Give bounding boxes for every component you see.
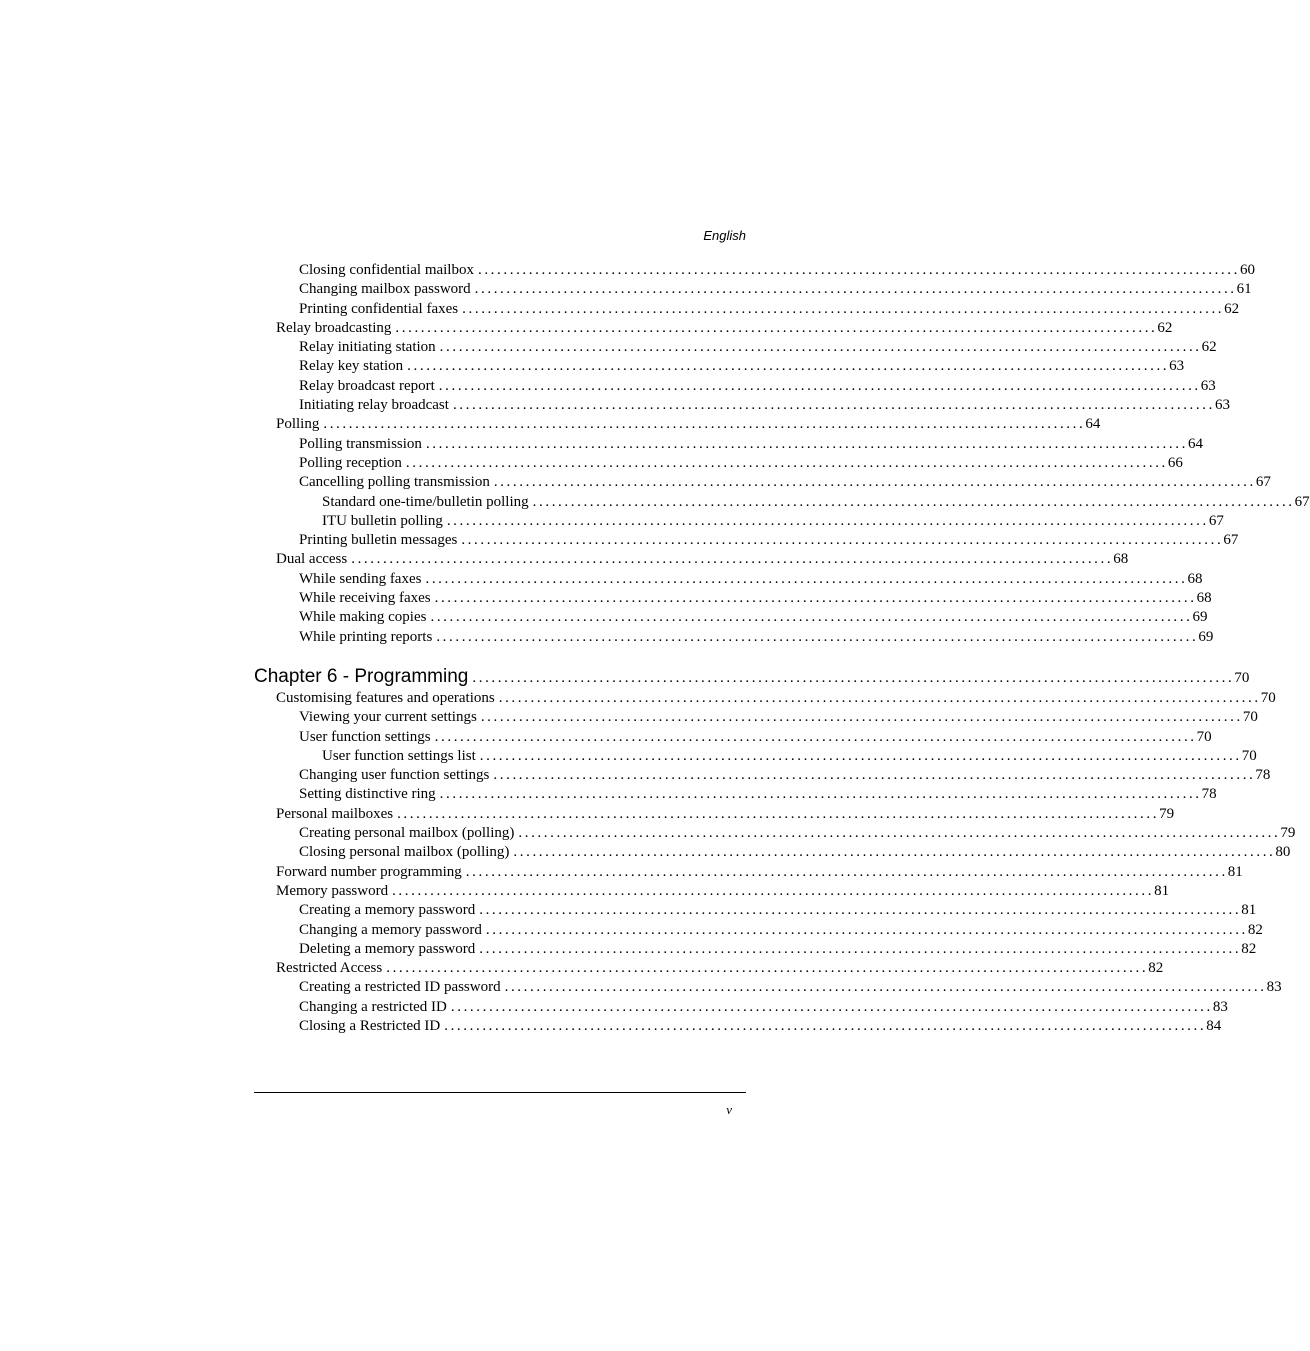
toc-entry[interactable] xyxy=(254,901,1257,920)
toc-entry[interactable] xyxy=(254,628,1214,647)
toc-chapter-title: Chapter 6 - Programming xyxy=(254,666,469,687)
toc-entry-page: 83 xyxy=(1212,998,1228,1015)
toc-entry-page: 61 xyxy=(1236,281,1252,298)
toc-entry-page: 82 xyxy=(1247,921,1263,938)
toc-chapter-heading[interactable] xyxy=(254,664,1250,689)
toc-entry-page: 78 xyxy=(1255,767,1271,784)
toc-entry[interactable] xyxy=(254,261,1255,280)
toc-entry-page: 64 xyxy=(1085,416,1101,433)
toc-entry-page: 79 xyxy=(1280,825,1296,842)
toc-leader-dots: ........................................................................................................................ xyxy=(392,882,1155,899)
toc-entry-title: Memory password xyxy=(276,882,389,899)
toc-entry-title: While sending faxes xyxy=(299,570,422,587)
toc-entry[interactable] xyxy=(254,338,1217,357)
toc-entry-title: Changing mailbox password xyxy=(299,281,471,298)
toc-entry-title: ITU bulletin polling xyxy=(322,512,443,529)
toc-entry-page: 63 xyxy=(1200,377,1216,394)
toc-leader-dots: ........................................................................................................................ xyxy=(479,940,1242,957)
toc-entry-title: Forward number programming xyxy=(276,863,462,880)
toc-entry-page: 80 xyxy=(1275,844,1291,861)
toc-entry[interactable] xyxy=(254,805,1175,824)
toc-leader-dots: ........................................................................................................................ xyxy=(532,493,1295,510)
toc-entry-title: While receiving faxes xyxy=(299,590,431,607)
toc-entry[interactable] xyxy=(254,550,1129,569)
toc-leader-dots: ........................................................................................................................ xyxy=(465,863,1228,880)
toc-leader-dots: ........................................................................................................................ xyxy=(504,979,1267,996)
toc-entry-title: Closing personal mailbox (polling) xyxy=(299,844,510,861)
toc-entry[interactable] xyxy=(254,921,1263,940)
toc-entry-page: 66 xyxy=(1167,454,1183,471)
toc-leader-dots: ........................................................................................................................ xyxy=(480,709,1243,726)
toc-entry-page: 70 xyxy=(1241,747,1257,764)
toc-entry-page: 67 xyxy=(1294,493,1310,510)
toc-entry-page: 63 xyxy=(1169,358,1185,375)
toc-entry-title: Creating a restricted ID password xyxy=(299,979,501,996)
toc-entry-page: 81 xyxy=(1154,882,1170,899)
toc-entry-page: 62 xyxy=(1201,339,1217,356)
toc-leader-dots: ........................................................................................................................ xyxy=(407,358,1170,375)
toc-leader-dots: ........................................................................................................................ xyxy=(405,454,1168,471)
toc-entry-title: Changing a restricted ID xyxy=(299,998,447,1015)
toc-entry-page: 68 xyxy=(1187,570,1203,587)
toc-entry-title: Creating personal mailbox (polling) xyxy=(299,825,515,842)
toc-leader-dots: ........................................................................................................................ xyxy=(513,844,1276,861)
toc-entry[interactable] xyxy=(254,863,1243,882)
toc-entry-title: User function settings xyxy=(299,728,431,745)
toc-entry[interactable] xyxy=(254,454,1183,473)
toc-entry-page: 79 xyxy=(1159,805,1175,822)
toc-leader-dots: ........................................................................................................................ xyxy=(395,319,1158,336)
toc-entry-page: 64 xyxy=(1187,435,1203,452)
toc-entry[interactable] xyxy=(254,319,1173,338)
toc-entry-title: Customising features and operations xyxy=(276,690,495,706)
toc-entry-title: Dual access xyxy=(276,551,348,568)
toc-leader-dots: ........................................................................................................................ xyxy=(450,998,1213,1015)
toc-entry-title: Cancelling polling transmission xyxy=(299,474,490,491)
toc-leader-dots: ........................................................................................................................ xyxy=(386,960,1149,977)
toc-list-part2 xyxy=(254,664,1296,1036)
toc-entry[interactable] xyxy=(254,747,1257,766)
toc-entry-page: 69 xyxy=(1198,628,1214,645)
toc-leader-dots: ........................................................................................................................ xyxy=(323,416,1086,433)
toc-entry-title: Closing a Restricted ID xyxy=(299,1018,441,1035)
toc-entry-page: 63 xyxy=(1214,397,1230,414)
toc-entry[interactable] xyxy=(254,959,1164,978)
toc-entry[interactable] xyxy=(254,415,1101,434)
footer-rule xyxy=(254,1092,746,1093)
toc-entry-title: Polling transmission xyxy=(299,435,422,452)
toc-entry[interactable] xyxy=(254,570,1203,589)
toc-entry[interactable] xyxy=(254,280,1252,299)
toc-entry-page: 62 xyxy=(1224,300,1240,317)
toc-leader-dots: ........................................................................................................................ xyxy=(351,551,1114,568)
toc-leader-dots: ........................................................................................................................ xyxy=(425,435,1188,452)
toc-entry[interactable] xyxy=(254,689,1276,708)
toc-entry-page: 60 xyxy=(1239,262,1255,278)
toc-leader-dots: ........................................................................................................................ xyxy=(472,670,1235,686)
toc-entry[interactable] xyxy=(254,377,1216,396)
toc-entry[interactable] xyxy=(254,940,1257,959)
toc-entry[interactable] xyxy=(254,728,1212,747)
toc-entry[interactable] xyxy=(254,357,1185,376)
toc-leader-dots: ........................................................................................................................ xyxy=(436,628,1199,645)
toc-entry-title: While printing reports xyxy=(299,628,433,645)
toc-leader-dots: ........................................................................................................................ xyxy=(430,609,1193,626)
toc-entry[interactable] xyxy=(254,396,1230,415)
toc-entry-page: 84 xyxy=(1206,1018,1222,1035)
toc-entry[interactable] xyxy=(254,708,1258,727)
toc-leader-dots: ........................................................................................................................ xyxy=(477,262,1240,278)
toc-entry[interactable] xyxy=(254,493,1310,512)
toc-entry-page: 69 xyxy=(1192,609,1208,626)
toc-leader-dots: ........................................................................................................................ xyxy=(397,805,1160,822)
toc-entry-title: Deleting a memory password xyxy=(299,940,476,957)
toc-leader-dots: ........................................................................................................................ xyxy=(479,747,1242,764)
toc-entry[interactable] xyxy=(254,785,1217,804)
toc-entry[interactable] xyxy=(254,531,1239,550)
toc-entry-title: Initiating relay broadcast xyxy=(299,397,449,414)
toc-leader-dots: ........................................................................................................................ xyxy=(474,281,1237,298)
toc-entry[interactable] xyxy=(254,882,1170,901)
toc-entry-title: Changing a memory password xyxy=(299,921,482,938)
toc-entry-title: Viewing your current settings xyxy=(299,709,477,726)
toc-entry-title: Restricted Access xyxy=(276,960,383,977)
toc-leader-dots: ........................................................................................................................ xyxy=(434,590,1197,607)
toc-entry-title: Polling xyxy=(276,416,320,433)
toc-entry-title: Relay broadcast report xyxy=(299,377,435,394)
toc-entry[interactable] xyxy=(254,824,1296,843)
toc-entry-page: 67 xyxy=(1208,512,1224,529)
toc-list-part1 xyxy=(254,261,1310,647)
toc-entry[interactable] xyxy=(254,473,1271,492)
toc-leader-dots: ........................................................................................................................ xyxy=(498,690,1261,706)
toc-entry-page: 67 xyxy=(1255,474,1271,491)
toc-entry[interactable] xyxy=(254,608,1208,627)
toc-entry-page: 82 xyxy=(1148,960,1164,977)
toc-leader-dots: ........................................................................................................................ xyxy=(493,767,1256,784)
toc-entry-page: 78 xyxy=(1201,786,1217,803)
toc-leader-dots: ........................................................................................................................ xyxy=(434,728,1197,745)
toc-entry-title: Setting distinctive ring xyxy=(299,786,436,803)
toc-entry-title: Relay key station xyxy=(299,358,404,375)
toc-entry-page: 68 xyxy=(1113,551,1129,568)
toc-entry-title: Closing confidential mailbox xyxy=(299,262,474,278)
toc-entry-page: 83 xyxy=(1266,979,1282,996)
toc-entry-title: Polling reception xyxy=(299,454,402,471)
toc-entry-page: 67 xyxy=(1223,532,1239,549)
toc-entry-page: 70 xyxy=(1242,709,1258,726)
toc-entry[interactable] xyxy=(254,589,1212,608)
toc-leader-dots: ........................................................................................................................ xyxy=(439,339,1202,356)
toc-entry-title: Printing confidential faxes xyxy=(299,300,459,317)
toc-entry-page: 81 xyxy=(1227,863,1243,880)
toc-entry[interactable] xyxy=(254,766,1271,785)
toc-chapter-page: 70 xyxy=(1234,670,1250,686)
toc-entry[interactable] xyxy=(254,512,1224,531)
toc-entry-page: 68 xyxy=(1196,590,1212,607)
toc-entry-page: 62 xyxy=(1157,319,1173,336)
toc-entry-title: Changing user function settings xyxy=(299,767,490,784)
header-language: English xyxy=(703,228,746,243)
toc-entry-page: 70 xyxy=(1260,690,1276,706)
toc-leader-dots: ........................................................................................................................ xyxy=(479,902,1242,919)
toc-leader-dots: ........................................................................................................................ xyxy=(439,786,1202,803)
toc-entry-title: Relay broadcasting xyxy=(276,319,392,336)
toc-entry-page: 82 xyxy=(1241,940,1257,957)
toc-entry-page: 70 xyxy=(1196,728,1212,745)
toc-entry-page: 81 xyxy=(1241,902,1257,919)
toc-entry[interactable] xyxy=(254,1017,1222,1036)
toc-entry-title: Relay initiating station xyxy=(299,339,436,356)
toc-leader-dots: ........................................................................................................................ xyxy=(444,1018,1207,1035)
toc-leader-dots: ........................................................................................................................ xyxy=(425,570,1188,587)
toc-entry-title: User function settings list xyxy=(322,747,476,764)
page-number: v xyxy=(726,1102,732,1117)
toc-entry-title: Personal mailboxes xyxy=(276,805,394,822)
toc-entry-title: While making copies xyxy=(299,609,427,626)
toc-leader-dots: ........................................................................................................................ xyxy=(462,300,1225,317)
toc-entry[interactable] xyxy=(254,300,1240,319)
toc-entry[interactable] xyxy=(254,978,1282,997)
toc-leader-dots: ........................................................................................................................ xyxy=(446,512,1209,529)
toc-entry[interactable] xyxy=(254,435,1203,454)
toc-leader-dots: ........................................................................................................................ xyxy=(438,377,1201,394)
toc-leader-dots: ........................................................................................................................ xyxy=(461,532,1224,549)
toc-leader-dots: ........................................................................................................................ xyxy=(452,397,1215,414)
toc-entry[interactable] xyxy=(254,998,1228,1017)
toc-entry-title: Standard one-time/bulletin polling xyxy=(322,493,529,510)
toc-entry-title: Printing bulletin messages xyxy=(299,532,458,549)
toc-entry[interactable] xyxy=(254,843,1291,862)
toc-leader-dots: ........................................................................................................................ xyxy=(485,921,1248,938)
toc-leader-dots: ........................................................................................................................ xyxy=(493,474,1256,491)
toc-leader-dots: ........................................................................................................................ xyxy=(518,825,1281,842)
toc-entry-title: Creating a memory password xyxy=(299,902,476,919)
